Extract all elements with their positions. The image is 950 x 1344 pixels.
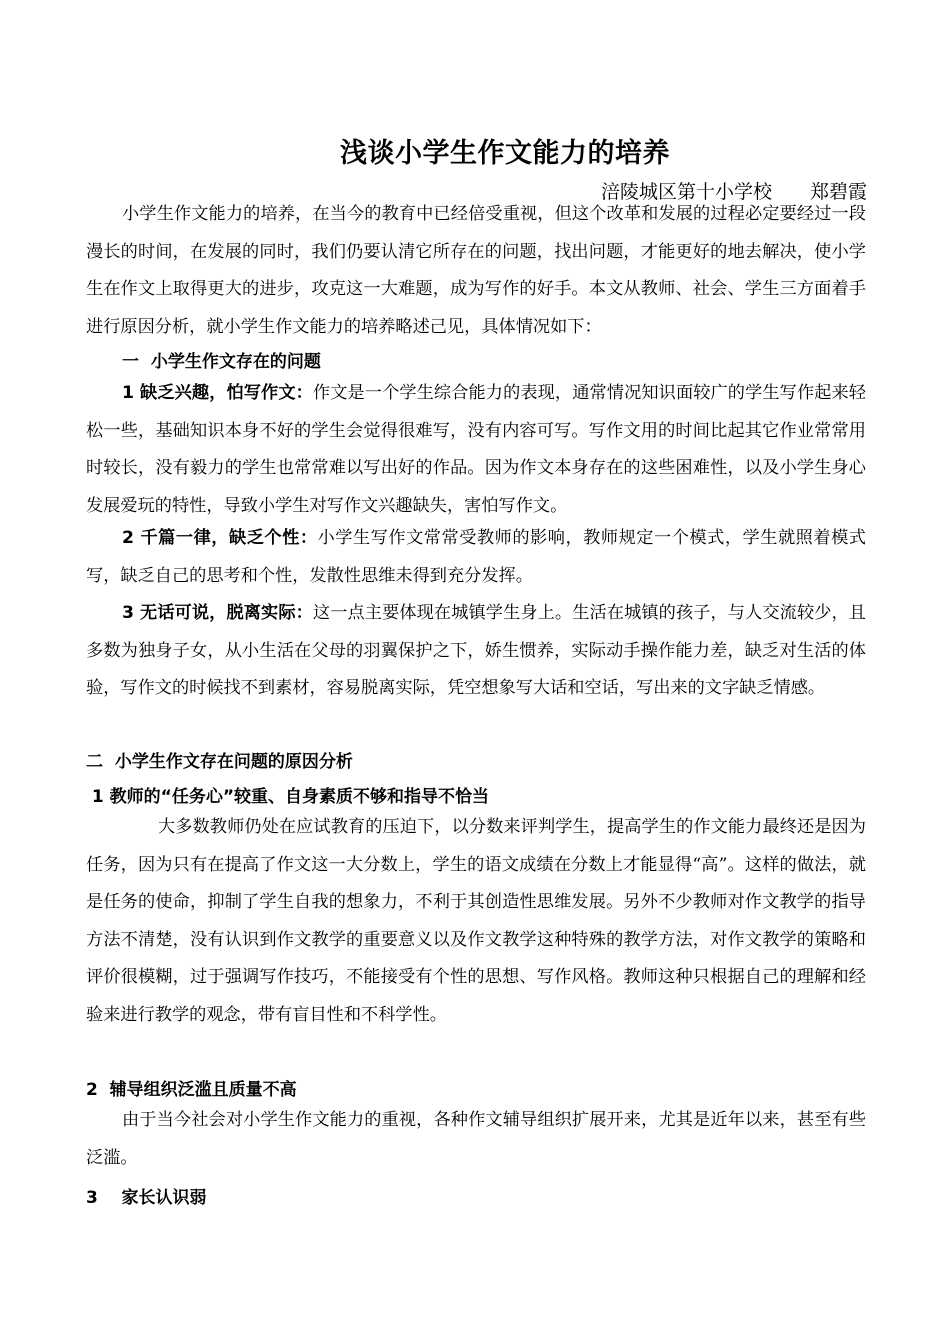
intro-paragraph: 小学生作文能力的培养，在当今的教育中已经倍受重视，但这个改革和发展的过程必定要经过一段漫长的时间，在发展的同时，我们仍要认清它所存在的问题，找出问题，才能更好的地去解决，使小学生在作文上取得更大的进步，攻克这一大难题，成为写作的好手。本文从教师、社会、学生三方面着手进行原因分析，就小学生作文能力的培养略述己见，具体情况如下： bbox=[86, 204, 866, 337]
problem-2-lead: 2 千篇一律，缺乏个性： bbox=[122, 528, 318, 548]
subsection-1-paragraph: 大多数教师仍处在应试教育的压迫下，以分数来评判学生，提高学生的作文能力最终还是因为任务，因为只有在提高了作文这一大分数上，学生的语文成绩在分数上才能显得“高”。这样的做法，就是任务的使命，抑制了学生自我的想象力，不利于其创造性思维发展。另外不少教师对作文教学的指导方法不清楚，没有认识到作文教学的重要意义以及作文教学这种特殊的教学方法，对作文教学的策略和评价很模糊，过于强调写作技巧，不能接受有个性的思想、写作风格。教师这种只根据自己的理解和经验来进行教学的观念，带有盲目性和不科学性。 bbox=[86, 817, 866, 1025]
problem-2-paragraph bbox=[86, 520, 866, 595]
problem-1-text: 作文是一个学生综合能力的表现，通常情况知识面较广的学生写作起来轻松一些，基础知识本身不好的学生会觉得很难写，没有内容可写。写作文用的时间比起其它作业常常用时较长，没有毅力的学生也常常难以写出好的作品。因为作文本身存在的这些困难性，以及小学生身心发展爱玩的特性，导致小学生对写作文兴趣缺失，害怕写作文。 bbox=[86, 383, 866, 516]
problem-1-lead: 1 缺乏兴趣，怕写作文： bbox=[122, 383, 313, 403]
problem-3-text: 这一点主要体现在城镇学生身上。生活在城镇的孩子，与人交流较少，且多数为独身子女，从小生活在父母的羽翼保护之下，娇生惯养，实际动手操作能力差，缺乏对生活的体验，写作文的时候找不到素材，容易脱离实际，凭空想象写大话和空话，写出来的文字缺乏情感。 bbox=[86, 603, 866, 698]
section-2-heading: 二 小学生作文存在问题的原因分析 bbox=[86, 752, 353, 772]
problem-3-lead: 3 无话可说，脱离实际： bbox=[122, 603, 313, 623]
problem-2-text: 小学生写作文常常受教师的影响，教师规定一个模式，学生就照着模式写，缺乏自己的思考和个性，发散性思维未得到充分发挥。 bbox=[86, 528, 866, 586]
subsection-2-heading: 2 辅导组织泛滥且质量不高 bbox=[86, 1080, 297, 1100]
problem-3-paragraph bbox=[86, 595, 866, 708]
author-byline: 涪陵城区第十小学校 郑碧霞 bbox=[600, 181, 867, 203]
subsection-3-heading: 3 家长认识弱 bbox=[86, 1188, 207, 1208]
section-1-heading: 一 小学生作文存在的问题 bbox=[122, 352, 321, 372]
subsection-1-heading: 1 教师的“任务心”较重、自身素质不够和指导不恰当 bbox=[86, 787, 490, 807]
subsection-2-paragraph: 由于当今社会对小学生作文能力的重视，各种作文辅导组织扩展开来，尤其是近年以来，甚至有些泛滥。 bbox=[86, 1110, 866, 1168]
problem-1-paragraph bbox=[86, 375, 866, 525]
document-title: 浅谈小学生作文能力的培养 bbox=[340, 138, 670, 169]
